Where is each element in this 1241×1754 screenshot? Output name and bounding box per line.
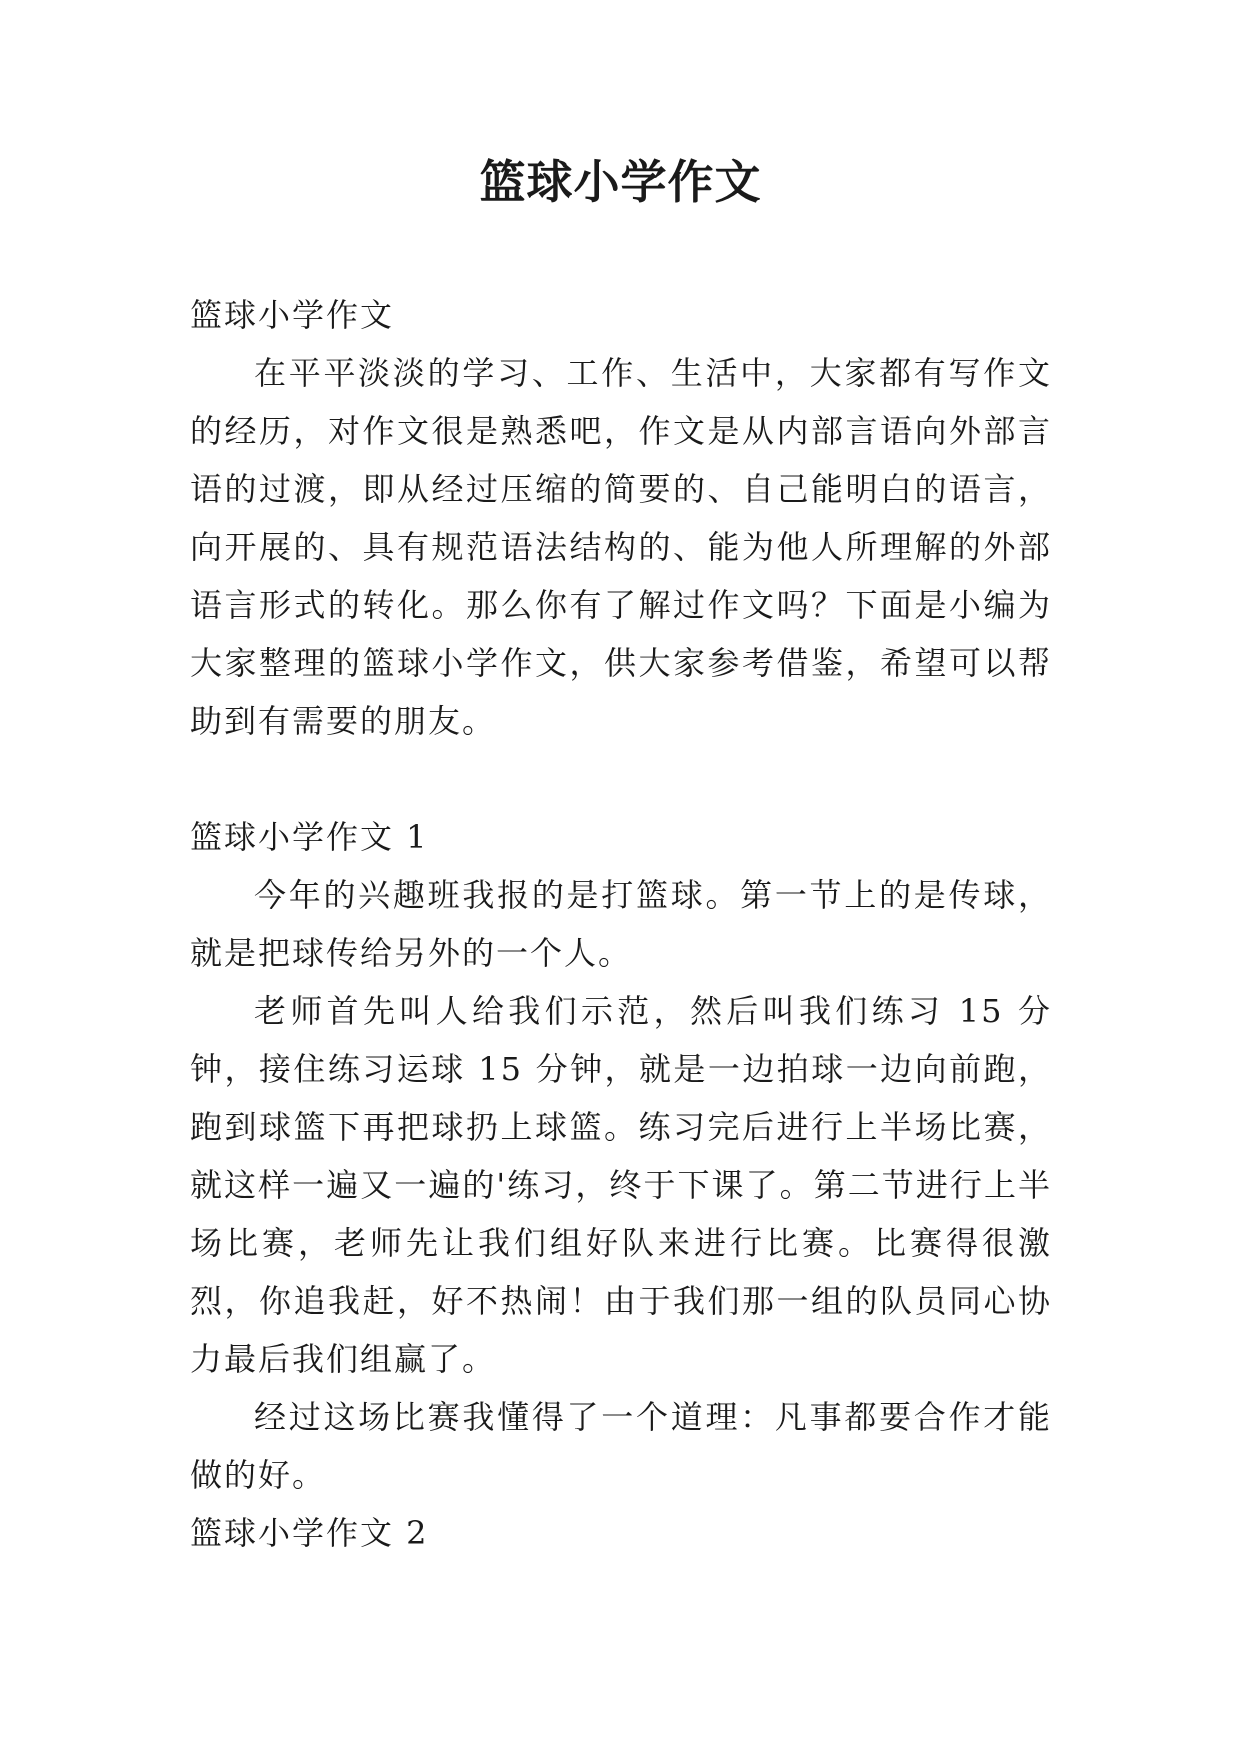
essay-2-heading: 篮球小学作文 2	[190, 1514, 429, 1552]
document-title: 篮球小学作文	[479, 155, 762, 209]
essay-1-paragraph-3: 经过这场比赛我懂得了一个道理：凡事都要合作才能做的好。	[190, 1398, 1052, 1494]
intro-heading: 篮球小学作文	[190, 296, 395, 334]
essay-1-paragraph-1: 今年的兴趣班我报的是打篮球。第一节上的是传球，就是把球传给另外的一个人。	[190, 876, 1052, 972]
essay-1-heading: 篮球小学作文 1	[190, 818, 429, 856]
essay-1-paragraph-2: 老师首先叫人给我们示范，然后叫我们练习 15 分钟，接住练习运球 15 分钟，就是一边拍球一边向前跑，跑到球篮下再把球扔上球篮。练习完后进行上半场比赛，就这样一遍又一遍的'练习，终于下课了。第二节进行上半场比赛，老师先让我们组好队来进行比赛。比赛得很激烈，你追我赶，好不热闹！由于我们那一组的队员同心协力最后我们组赢了。	[190, 992, 1052, 1378]
intro-paragraph: 在平平淡淡的学习、工作、生活中，大家都有写作文的经历，对作文很是熟悉吧，作文是从内部言语向外部言语的过渡，即从经过压缩的简要的、自己能明白的语言，向开展的、具有规范语法结构的、能为他人所理解的外部语言形式的转化。那么你有了解过作文吗？下面是小编为大家整理的篮球小学作文，供大家参考借鉴，希望可以帮助到有需要的朋友。	[190, 354, 1052, 740]
document-body	[190, 286, 1052, 1562]
section-spacer	[190, 750, 1052, 808]
